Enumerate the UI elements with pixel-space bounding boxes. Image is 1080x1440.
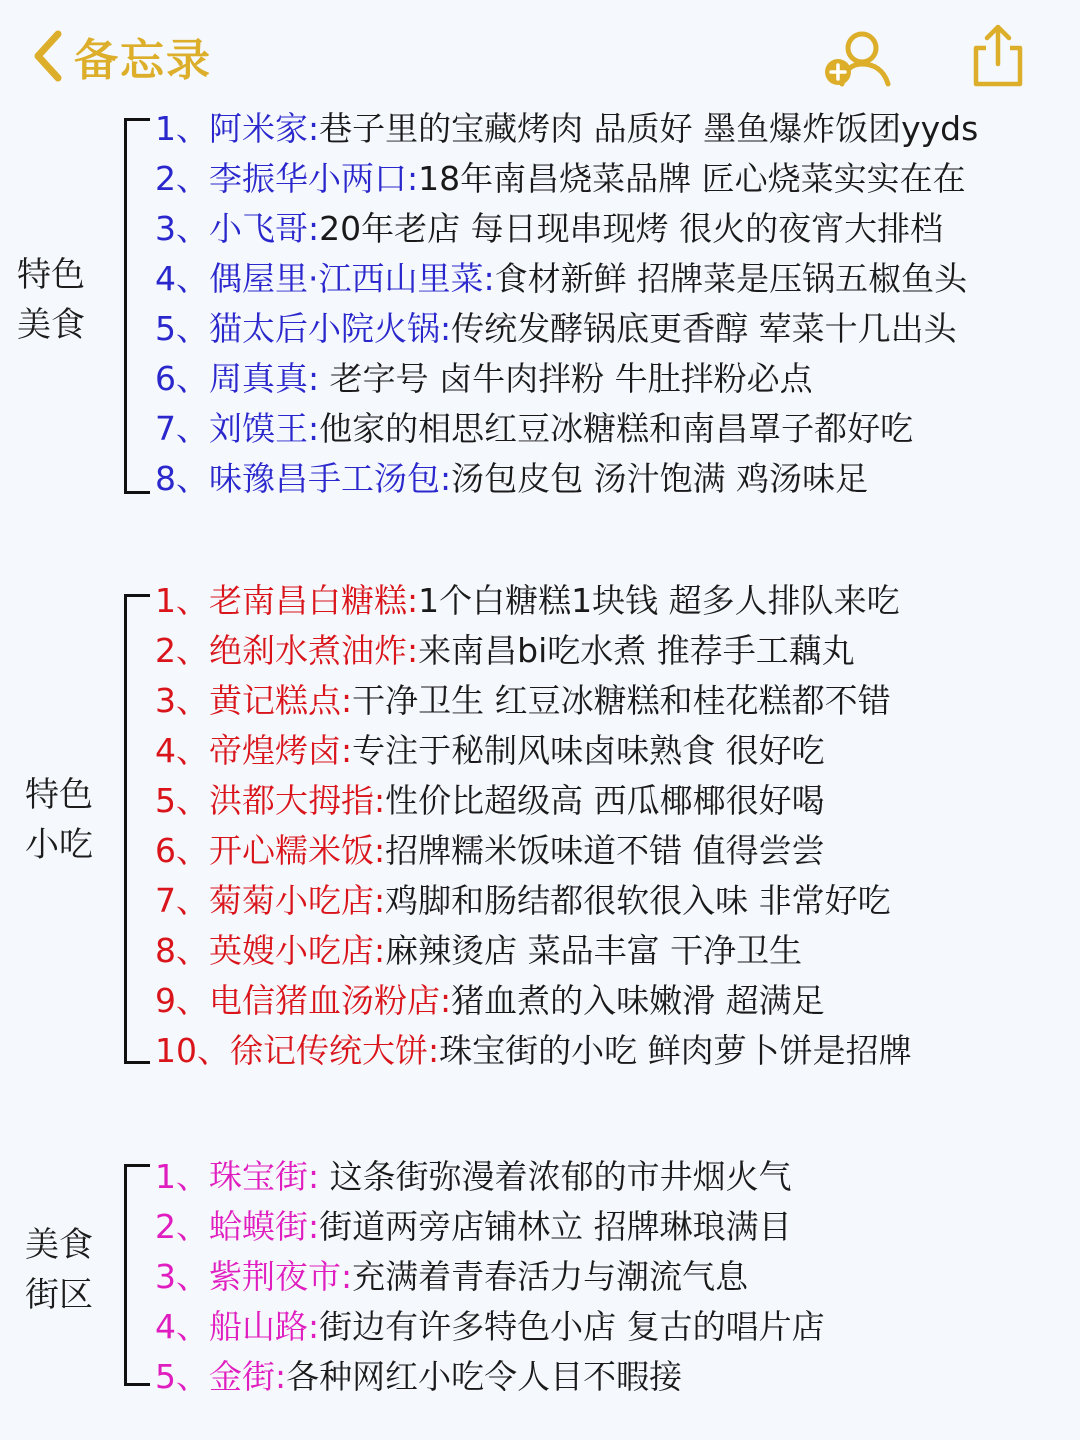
bracket-line [124, 1164, 150, 1386]
list-item [155, 576, 900, 626]
list-item [155, 304, 957, 354]
item-description: 他家的相思红豆冰糖糕和南昌罩子都好吃 [319, 409, 914, 448]
item-number: 4、 [155, 259, 209, 298]
item-number: 5、 [155, 1357, 209, 1396]
item-description: 猪血煮的入味嫩滑 超满足 [451, 981, 825, 1020]
item-separator: : [308, 1157, 330, 1196]
item-separator: : [341, 681, 353, 720]
section-label [6, 250, 96, 350]
back-button[interactable] [28, 24, 212, 88]
item-description: 性价比超级高 西瓜椰椰很好喝 [385, 781, 825, 820]
list-item [155, 626, 855, 676]
item-name: 猫太后小院火锅 [209, 309, 440, 348]
section-label-line2: 小吃 [25, 825, 93, 865]
item-name: 蛤蟆街 [209, 1207, 308, 1246]
item-name: 阿米家 [209, 109, 308, 148]
list-item [155, 776, 825, 826]
item-number: 1、 [155, 581, 209, 620]
item-number: 3、 [155, 209, 209, 248]
list-item [155, 1302, 825, 1352]
item-number: 3、 [155, 1257, 209, 1296]
item-description: 各种网红小吃令人目不暇接 [286, 1357, 683, 1396]
item-number: 6、 [155, 359, 209, 398]
item-name: 刘馍王 [209, 409, 308, 448]
item-description: 来南昌bi吃水煮 推荐手工藕丸 [418, 631, 855, 670]
list-item [155, 926, 802, 976]
item-separator: : [308, 359, 330, 398]
section-label-line1: 特色 [25, 775, 93, 815]
list-item [155, 1202, 792, 1252]
list-item [155, 154, 966, 204]
item-description: 招牌糯米饭味道不错 值得尝尝 [385, 831, 825, 870]
item-separator: : [341, 731, 353, 770]
item-description: 街道两旁店铺林立 招牌琳琅满目 [319, 1207, 792, 1246]
list-item [155, 826, 825, 876]
item-number: 9、 [155, 981, 209, 1020]
item-number: 7、 [155, 409, 209, 448]
item-description: 巷子里的宝藏烤肉 品质好 墨鱼爆炸饭团yyds [319, 109, 979, 148]
item-name: 菊菊小吃店 [209, 881, 374, 920]
item-name: 味豫昌手工汤包 [209, 459, 440, 498]
item-number: 6、 [155, 831, 209, 870]
item-number: 3、 [155, 681, 209, 720]
item-separator: : [341, 1257, 353, 1296]
section-label-line1: 美食 [25, 1225, 93, 1265]
item-separator: : [374, 881, 386, 920]
list-item [155, 1352, 682, 1402]
item-description: 这条街弥漫着浓郁的市井烟火气 [329, 1157, 792, 1196]
list-item [155, 104, 978, 154]
item-description: 鸡脚和肠结都很软很入味 非常好吃 [385, 881, 891, 920]
item-number: 5、 [155, 781, 209, 820]
item-number: 2、 [155, 1207, 209, 1246]
section-label-line2: 街区 [25, 1275, 93, 1315]
back-label: 备忘录 [74, 35, 212, 86]
item-name: 开心糯米饭 [209, 831, 374, 870]
item-description: 传统发酵锅底更香醇 荤菜十几出头 [451, 309, 957, 348]
item-description: 20年老店 每日现串现烤 很火的夜宵大排档 [319, 209, 944, 248]
item-separator: : [374, 831, 386, 870]
list-item [155, 1252, 748, 1302]
section-label [14, 770, 104, 870]
list-item [155, 676, 891, 726]
list-item [155, 1026, 912, 1076]
list-item [155, 876, 891, 926]
list-item [155, 254, 967, 304]
item-description: 充满着青春活力与潮流气息 [352, 1257, 749, 1296]
item-number: 1、 [155, 109, 209, 148]
item-name: 黄记糕点 [209, 681, 341, 720]
item-description: 专注于秘制风味卤味熟食 很好吃 [352, 731, 825, 770]
item-description: 珠宝街的小吃 鲜肉萝卜饼是招牌 [439, 1031, 912, 1070]
item-description: 18年南昌烧菜品牌 匠心烧菜实实在在 [418, 159, 966, 198]
item-name: 船山路 [209, 1307, 308, 1346]
item-name: 徐记传统大饼 [230, 1031, 428, 1070]
item-name: 老南昌白糖糕 [209, 581, 407, 620]
item-number: 2、 [155, 631, 209, 670]
item-number: 10、 [155, 1031, 230, 1070]
item-number: 5、 [155, 309, 209, 348]
item-number: 8、 [155, 931, 209, 970]
item-name: 帝煌烤卤 [209, 731, 341, 770]
item-number: 1、 [155, 1157, 209, 1196]
list-item [155, 454, 868, 504]
chevron-left-icon [28, 28, 68, 84]
item-separator: : [308, 1307, 320, 1346]
item-name: 英嫂小吃店 [209, 931, 374, 970]
item-separator: : [308, 109, 320, 148]
item-number: 4、 [155, 1307, 209, 1346]
item-separator: : [440, 309, 452, 348]
item-description: 干净卫生 红豆冰糖糕和桂花糕都不错 [352, 681, 891, 720]
section-label [14, 1220, 104, 1320]
item-description: 1个白糖糕1块钱 超多人排队来吃 [418, 581, 900, 620]
item-name: 李振华小两口 [209, 159, 407, 198]
item-separator: : [407, 631, 419, 670]
list-item [155, 354, 813, 404]
item-separator: : [275, 1357, 287, 1396]
list-item [155, 404, 913, 454]
item-name: 珠宝街 [209, 1157, 308, 1196]
item-description: 食材新鲜 招牌菜是压锅五椒鱼头 [494, 259, 968, 298]
item-name: 电信猪血汤粉店 [209, 981, 440, 1020]
share-icon[interactable] [968, 22, 1028, 90]
item-name: 绝刹水煮油炸 [209, 631, 407, 670]
list-item [155, 976, 825, 1026]
item-number: 2、 [155, 159, 209, 198]
item-separator: : [308, 409, 320, 448]
item-name: 偶屋里·江西山里菜 [209, 259, 484, 298]
item-separator: : [407, 581, 419, 620]
bracket-line [124, 594, 150, 1064]
item-separator: : [483, 259, 495, 298]
item-number: 7、 [155, 881, 209, 920]
item-separator: : [440, 459, 452, 498]
item-separator: : [374, 781, 386, 820]
item-separator: : [428, 1031, 440, 1070]
list-item [155, 726, 825, 776]
item-description: 汤包皮包 汤汁饱满 鸡汤味足 [451, 459, 869, 498]
nav-bar [0, 0, 1080, 110]
item-description: 老字号 卤牛肉拌粉 牛肚拌粉必点 [329, 359, 813, 398]
item-name: 紫荆夜市 [209, 1257, 341, 1296]
item-description: 街边有许多特色小店 复古的唱片店 [319, 1307, 825, 1346]
section-label-line2: 美食 [17, 305, 85, 345]
bracket-line [124, 118, 150, 494]
item-separator: : [308, 1207, 320, 1246]
add-person-icon[interactable] [822, 26, 898, 88]
item-name: 洪都大拇指 [209, 781, 374, 820]
item-separator: : [308, 209, 320, 248]
item-number: 4、 [155, 731, 209, 770]
item-separator: : [374, 931, 386, 970]
list-item [155, 1152, 792, 1202]
item-description: 麻辣烫店 菜品丰富 干净卫生 [385, 931, 803, 970]
section-label-line1: 特色 [17, 255, 85, 295]
item-separator: : [440, 981, 452, 1020]
item-number: 8、 [155, 459, 209, 498]
item-name: 金街 [209, 1357, 275, 1396]
item-name: 周真真 [209, 359, 308, 398]
item-separator: : [407, 159, 419, 198]
list-item [155, 204, 943, 254]
item-name: 小飞哥 [209, 209, 308, 248]
